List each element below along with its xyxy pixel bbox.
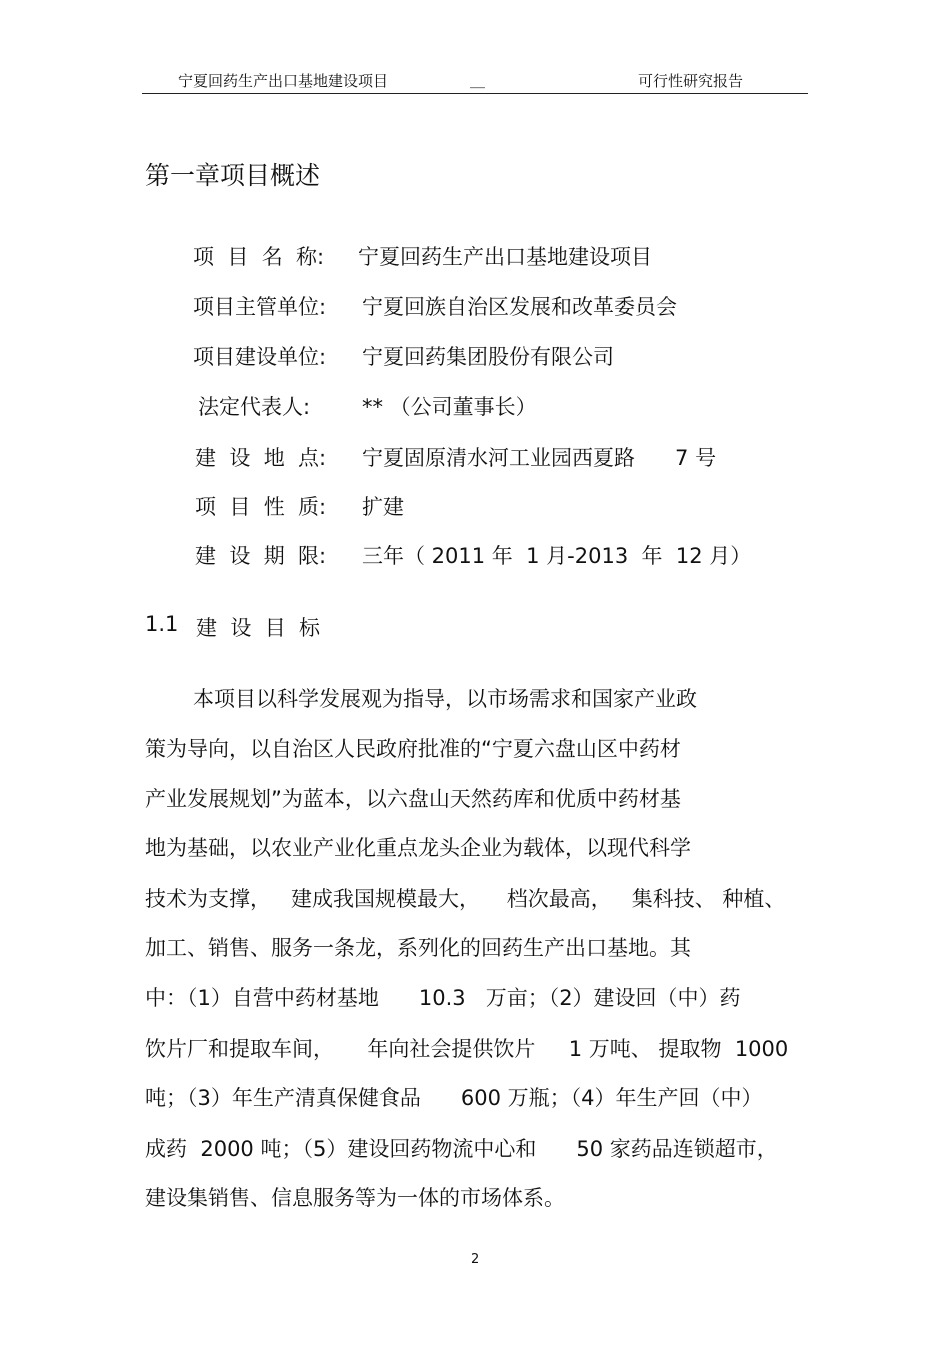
paragraph-line: 饮片厂和提取车间， 年向社会提供饮片 1 万吨、 提取物 1000	[145, 1037, 789, 1061]
paragraph-line: 本项目以科学发展观为指导，以市场需求和国家产业政	[193, 687, 697, 711]
info-value-project-name: 宁夏回药生产出口基地建设项目	[358, 245, 652, 269]
paragraph-line: 加工、销售、服务一条龙，系列化的回药生产出口基地。其	[145, 936, 691, 960]
paragraph-line: 技术为支撑， 建成我国规模最大， 档次最高， 集科技、 种植、	[145, 887, 786, 911]
header-document-title: 宁夏回药生产出口基地建设项目	[178, 72, 389, 90]
info-value-authority: 宁夏回族自治区发展和改革委员会	[362, 295, 677, 319]
paragraph-line: 建设集销售、信息服务等为一体的市场体系。	[145, 1186, 565, 1210]
header-dash: ＿	[470, 72, 486, 90]
chapter-title: 第一章项目概述	[145, 161, 321, 190]
paragraph-line: 成药 2000 吨；（5）建设回药物流中心和 50 家药品连锁超市，	[145, 1137, 778, 1161]
info-label-location: 建 设 地 点:	[195, 446, 327, 470]
header-report-type: 可行性研究报告	[638, 72, 744, 90]
section-title: 建 设 目 标	[196, 616, 321, 640]
info-label-authority: 项目主管单位:	[193, 295, 327, 319]
paragraph-line: 地为基础，以农业产业化重点龙头企业为载体，以现代科学	[145, 836, 691, 860]
info-value-builder: 宁夏回药集团股份有限公司	[362, 345, 614, 369]
info-value-period: 三年（ 2011 年 1 月-2013 年 12 月）	[362, 544, 752, 568]
info-label-project-name: 项 目 名 称:	[193, 245, 325, 269]
section-number: 1.1	[145, 612, 179, 636]
info-value-nature: 扩建	[362, 495, 404, 519]
paragraph-line: 策为导向，以自治区人民政府批准的“宁夏六盘山区中药材	[145, 737, 681, 761]
paragraph-line: 产业发展规划”为蓝本，以六盘山天然药库和优质中药材基	[145, 787, 681, 811]
info-value-legal-rep: ** （公司董事长）	[362, 395, 537, 419]
info-label-period: 建 设 期 限:	[195, 544, 327, 568]
header-rule	[142, 93, 808, 94]
info-label-builder: 项目建设单位:	[193, 345, 327, 369]
info-label-nature: 项 目 性 质:	[195, 495, 327, 519]
info-value-location: 宁夏固原清水河工业园西夏路 7 号	[362, 446, 717, 470]
paragraph-line: 吨；（3）年生产清真保健食品 600 万瓶；（4）年生产回（中）	[145, 1086, 763, 1110]
page-number: 2	[471, 1252, 480, 1267]
paragraph-line: 中：（1）自营中药材基地 10.3 万亩；（2）建设回（中）药	[145, 986, 741, 1010]
info-label-legal-rep: 法定代表人:	[198, 395, 311, 419]
